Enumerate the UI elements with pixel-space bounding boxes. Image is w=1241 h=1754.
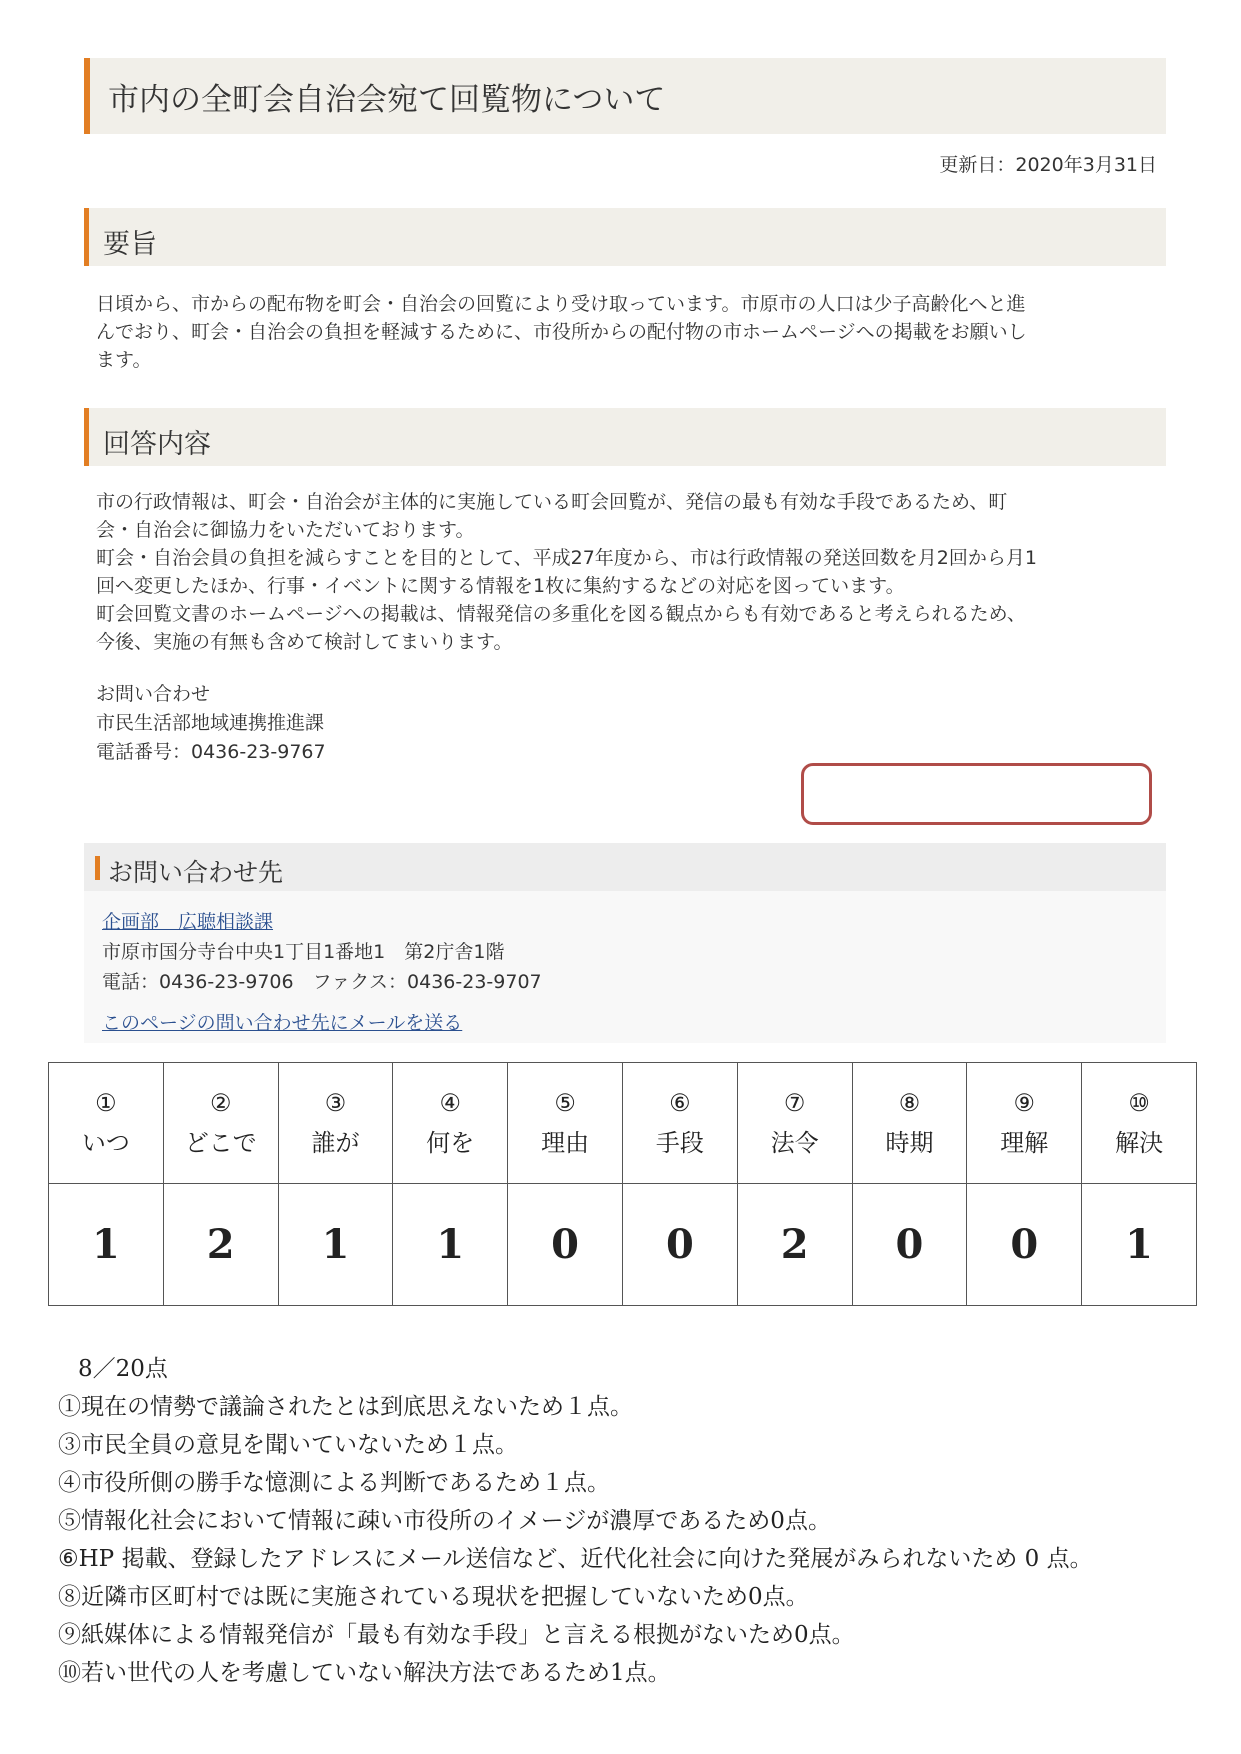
inquiry-dept-link[interactable]: 企画部 広聴相談課	[102, 911, 274, 933]
note-item: ①現在の情勢で議論されたとは到底思えないため１点。	[58, 1394, 633, 1420]
answer-heading-bar	[84, 408, 1166, 466]
score-header-cell: ④ 何を	[393, 1063, 508, 1184]
note-item: ⑤情報化社会において情報に疎い市役所のイメージが濃厚であるため0点。	[58, 1508, 831, 1534]
score-value-cell: 0	[508, 1184, 623, 1306]
score-header-cell: ⑦ 法令	[737, 1063, 852, 1184]
note-item: ③市民全員の意見を聞いていないため１点。	[58, 1432, 518, 1458]
inquiry-phone-fax: 電話：0436-23-9706 ファクス：0436-23-9707	[102, 971, 542, 993]
summary-heading: 要旨	[103, 229, 157, 260]
answer-line: 町会回覧文書のホームページへの掲載は、情報発信の多重化を図る観点からも有効であると考えられるため、	[96, 603, 1026, 625]
answer-contact	[96, 680, 326, 767]
score-header-cell: ③ 誰が	[278, 1063, 393, 1184]
inquiry-heading: お問い合わせ先	[108, 858, 284, 887]
answer-line: 市の行政情報は、町会・自治会が主体的に実施している町会回覧が、発信の最も有効な手段であるため、町	[96, 491, 1008, 513]
note-item: ⑧近隣市区町村では既に実施されている現状を把握していないため0点。	[58, 1584, 809, 1610]
note-item: ④市役所側の勝手な憶測による判断であるため１点。	[58, 1470, 610, 1496]
score-table	[48, 1062, 1197, 1306]
score-total: 8／20点	[78, 1356, 168, 1382]
answer-line: 会・自治会に御協力をいただいております。	[96, 519, 475, 541]
summary-heading-bar	[84, 208, 1166, 266]
inquiry-mail-link[interactable]: このページの問い合わせ先にメールを送る	[102, 1012, 463, 1034]
answer-text	[96, 488, 1166, 656]
score-header-cell: ⑥ 手段	[622, 1063, 737, 1184]
score-value-cell: 1	[278, 1184, 393, 1306]
empty-annotation-box	[801, 763, 1152, 825]
score-header-cell: ⑨ 理解	[967, 1063, 1082, 1184]
answer-line: 町会・自治会員の負担を減らすことを目的として、平成27年度から、市は行政情報の発送回数を月2回から月1	[96, 547, 1037, 569]
note-item: ⑥HP 掲載、登録したアドレスにメール送信など、近代化社会に向けた発展がみられないため 0 点。	[58, 1546, 1093, 1572]
page-title: 市内の全町会自治会宛て回覧物について	[108, 82, 666, 118]
summary-text	[96, 290, 1166, 374]
inquiry-heading-accent	[95, 856, 100, 880]
updated-date: 更新日：2020年3月31日	[939, 154, 1157, 176]
score-value-cell: 1	[1082, 1184, 1197, 1306]
note-item: ⑨紙媒体による情報発信が「最も有効な手段」と言える根拠がないため0点。	[58, 1622, 855, 1648]
score-value-row	[49, 1184, 1197, 1306]
inquiry-address: 市原市国分寺台中央1丁目1番地1 第2庁舎1階	[102, 941, 505, 963]
score-header-cell: ⑧ 時期	[852, 1063, 967, 1184]
score-header-cell: ② どこで	[163, 1063, 278, 1184]
answer-line: 回へ変更したほか、行事・イベントに関する情報を1枚に集約するなどの対応を図っています。	[96, 575, 905, 597]
inquiry-panel	[84, 843, 1166, 1043]
score-header-cell: ① いつ	[49, 1063, 164, 1184]
score-value-cell: 1	[49, 1184, 164, 1306]
score-value-cell: 0	[622, 1184, 737, 1306]
score-header-row	[49, 1063, 1197, 1184]
summary-line: ます。	[96, 349, 152, 371]
score-header-cell: ⑩ 解決	[1082, 1063, 1197, 1184]
score-value-cell: 2	[163, 1184, 278, 1306]
contact-dept: 市民生活部地域連携推進課	[96, 712, 325, 734]
contact-label: お問い合わせ	[96, 683, 211, 705]
score-notes	[58, 1350, 1093, 1692]
score-value-cell: 2	[737, 1184, 852, 1306]
inquiry-heading-bar	[84, 843, 1166, 891]
contact-phone: 電話番号：0436-23-9767	[96, 741, 326, 763]
score-header-cell: ⑤ 理由	[508, 1063, 623, 1184]
score-value-cell: 0	[967, 1184, 1082, 1306]
score-value-cell: 0	[852, 1184, 967, 1306]
answer-line: 今後、実施の有無も含めて検討してまいります。	[96, 631, 513, 653]
note-item: ⑩若い世代の人を考慮していない解決方法であるため1点。	[58, 1660, 671, 1686]
summary-line: 日頃から、市からの配布物を町会・自治会の回覧により受け取っています。市原市の人口は少子高齢化へと進	[96, 293, 1026, 315]
answer-heading: 回答内容	[103, 429, 211, 460]
page-title-banner	[84, 58, 1166, 134]
score-value-cell: 1	[393, 1184, 508, 1306]
summary-line: んでおり、町会・自治会の負担を軽減するために、市役所からの配付物の市ホームページへの掲載をお願いし	[96, 321, 1027, 343]
